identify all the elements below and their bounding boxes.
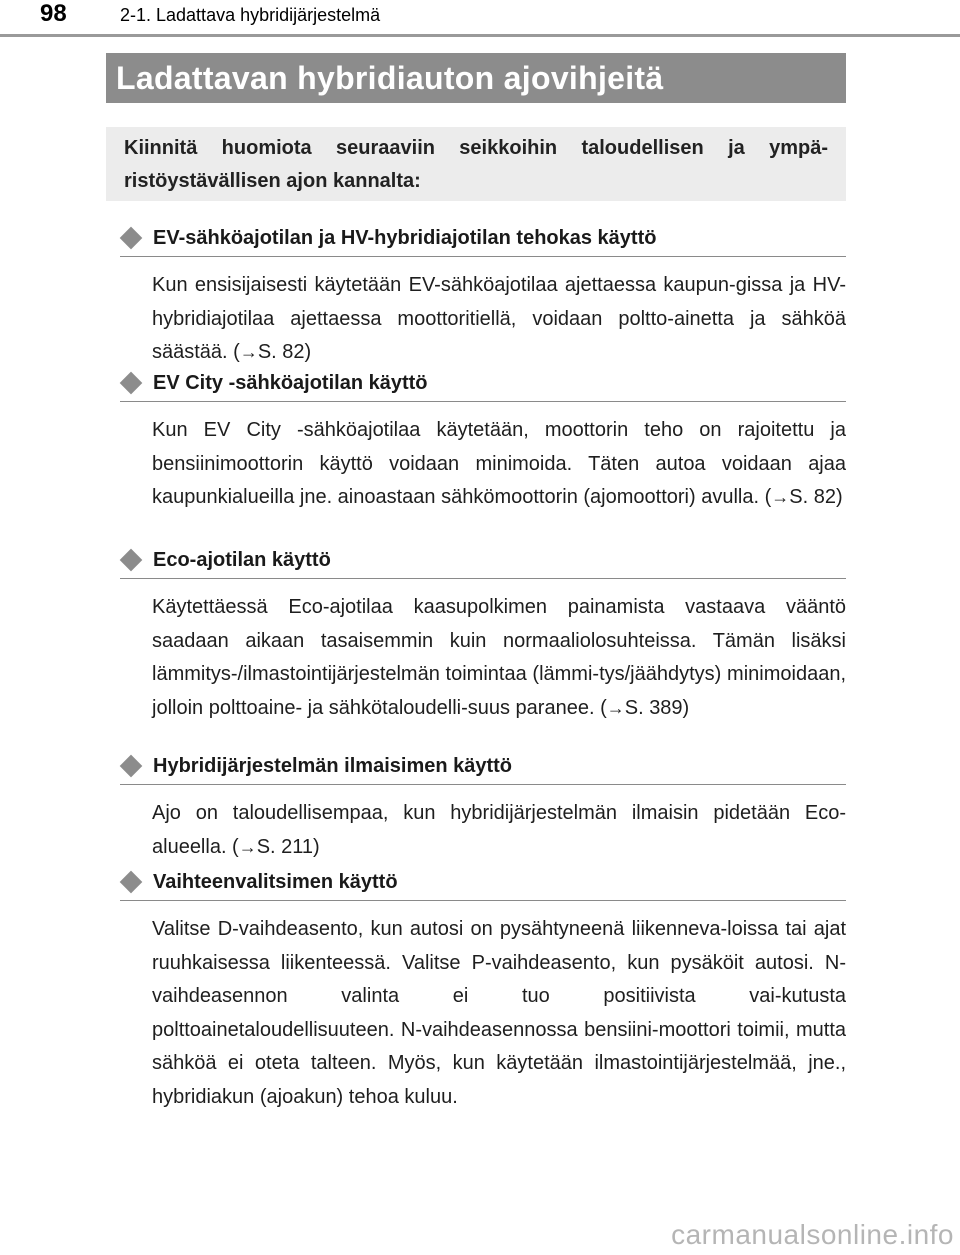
tip-title: Vaihteenvalitsimen käyttö: [153, 871, 398, 893]
tip-body: [152, 414, 846, 515]
header-rule: [0, 34, 960, 37]
tip-body: [152, 269, 846, 370]
watermark: carmanualsonline.info: [671, 1219, 954, 1250]
page-header: [0, 0, 960, 36]
intro-box: [106, 127, 846, 201]
tip-text: Käytettäessä Eco-ajotilaa kaasupolkimen painamista vastaava vääntö saadaan aikaan tasaisemmin kuin normaaliolosuhteissa. Tämän lisäksi lämmitys-/ilmastointijärjestelmän toimintaa (lämmi-tys/jäähdytys) minimoidaan, jolloin polttoaine- ja sähkötaloudelli-suus paranee. (: [152, 596, 846, 719]
diamond-bullet-icon: [120, 871, 143, 894]
tip-text: Ajo on taloudellisempaa, kun hybridijärjestelmän ilmaisin pidetään Eco-alueella. (: [152, 802, 846, 858]
tip-title: EV City -sähköajotilan käyttö: [153, 372, 428, 394]
tip-body: [152, 797, 846, 864]
tip-heading: [120, 750, 846, 785]
page-reference[interactable]: S. 211): [256, 835, 320, 858]
page-reference[interactable]: S. 82): [257, 341, 312, 363]
title-banner: [106, 53, 846, 103]
page-title: Ladattavan hybridiauton ajovihjeitä: [116, 60, 664, 96]
tip-title: EV-sähköajotilan ja HV-hybridiajotilan tehokas käyttö: [153, 227, 657, 249]
tip-text: Valitse D-vaihdeasento, kun autosi on pysähtyneenä liikenneva-loissa tai ajat ruuhkaisessa liikenteessä. Valitse P-vaihdeasento, kun pysäköit autosi. N-vaihdeasennon valinta ei tuo positiivista vai-kutusta polttoainetaloudellisuuteen. N-vaihdeasennossa bensiini-moottori toimii, mutta sähköä ei oteta talteen. Myös, kun käytetään ilmastointijärjestelmää, jne., hybridiakun (ajoakun) tehoa kuluu.: [152, 918, 846, 1108]
tip-item: [120, 866, 846, 1114]
tip-item: [120, 750, 846, 864]
arrow-right-icon: →: [771, 487, 790, 507]
diamond-bullet-icon: [120, 549, 143, 572]
tip-heading: [120, 544, 846, 579]
tip-body: [152, 591, 846, 725]
tip-title: Eco-ajotilan käyttö: [153, 549, 331, 571]
tip-item: [120, 544, 846, 725]
tip-heading: [120, 866, 846, 901]
page-reference[interactable]: S. 82): [789, 486, 843, 508]
tip-item: [120, 367, 846, 515]
tip-text: Kun EV City -sähköajotilaa käytetään, moottorin teho on rajoitettu ja bensiinimoottorin käyttö voidaan minimoida. Täten autoa voidaan ajaa kaupunkialueilla jne. ainoastaan sähkömoottorin (ajomoottori) avulla. (: [152, 419, 846, 508]
arrow-right-icon: →: [239, 342, 258, 362]
page-reference[interactable]: S. 389): [624, 696, 690, 719]
tip-heading: [120, 367, 846, 402]
tip-body: [152, 913, 846, 1114]
section-label: 2-1. Ladattava hybridijärjestelmä: [120, 5, 381, 25]
diamond-bullet-icon: [120, 227, 143, 250]
tip-item: [120, 222, 846, 370]
arrow-right-icon: →: [606, 697, 625, 718]
diamond-bullet-icon: [120, 372, 143, 395]
diamond-bullet-icon: [120, 755, 143, 778]
intro-text: Kiinnitä huomiota seuraaviin seikkoihin taloudellisen ja ympä-ristöystävällisen ajon kannalta:: [124, 137, 828, 192]
tip-title: Hybridijärjestelmän ilmaisimen käyttö: [153, 755, 513, 777]
tip-heading: [120, 222, 846, 257]
tip-text: Kun ensisijaisesti käytetään EV-sähköajotilaa ajettaessa kaupun-gissa ja HV-hybridiajotilaa ajettaessa moottoritiellä, voidaan poltto-ainetta ja sähköä säästää. (: [152, 274, 846, 363]
arrow-right-icon: →: [238, 836, 257, 857]
page-number: 98: [40, 0, 67, 27]
